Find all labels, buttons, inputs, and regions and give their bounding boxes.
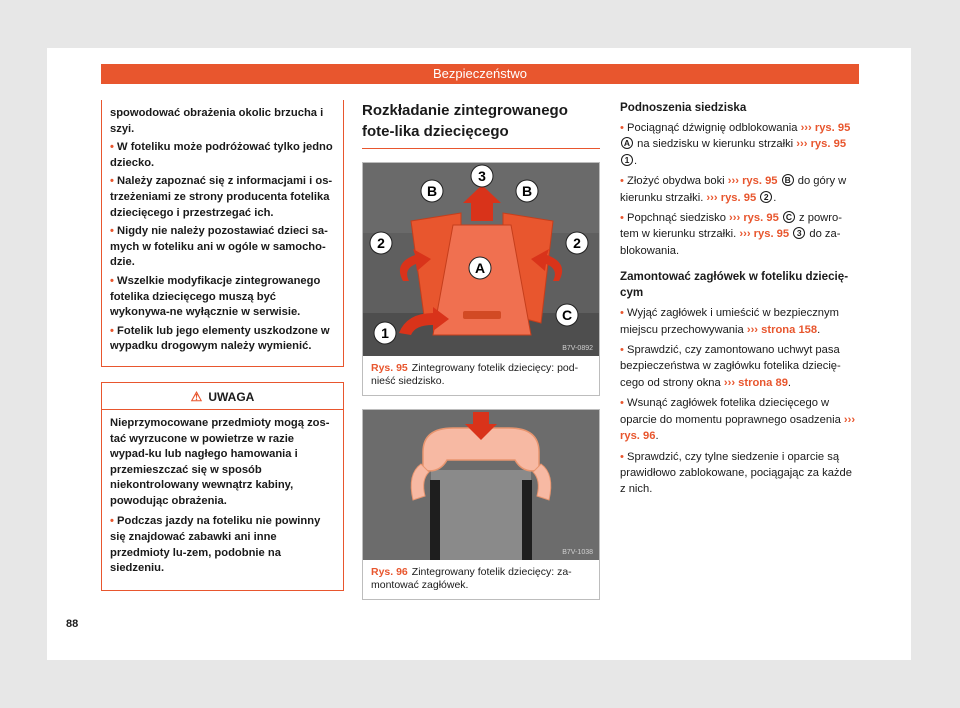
figure-link[interactable]: rys. 95 (810, 138, 847, 151)
headrest-illustration (363, 410, 599, 560)
figure-link[interactable]: rys. 95 (814, 122, 851, 134)
callout-icon: A (621, 137, 633, 149)
svg-text:B: B (521, 183, 533, 199)
figure-95-caption (363, 356, 599, 395)
figure-link[interactable]: rys. 95 (742, 175, 778, 188)
callout-icon: C (783, 211, 795, 223)
figure-code: B7V-0892 (562, 345, 593, 352)
figure-link[interactable]: rys. 95 (743, 212, 779, 225)
figure-95 (362, 162, 600, 396)
figure-95-image (363, 163, 599, 356)
list-item: • W foteliku może podróżować tylko jedno dziecko. (110, 140, 335, 171)
step-item: • Złożyć obydwa boki ››› rys. 95 B do góry w kierunku strzałki. ››› rys. 95 2 . (620, 173, 860, 206)
header-title: Bezpieczeństwo (101, 64, 859, 84)
left-column (101, 100, 344, 591)
step-item: • Wyjąć zagłówek i umieścić w bezpiecznym miejscu przechowywania ››› strona 158. (620, 305, 860, 338)
svg-text:2: 2 (377, 235, 385, 251)
figure-link[interactable]: rys. 96 (620, 430, 656, 443)
callout-icon: 1 (621, 154, 633, 166)
child-seat-illustration (363, 163, 599, 356)
page-link[interactable]: strona 158 (761, 323, 818, 336)
warning-continuation (101, 100, 344, 367)
step-item: • Sprawdzić, czy tylne siedzenie i oparcie są prawidłowo zablokowane, pociągając za każde z nich. (620, 449, 860, 498)
page-link[interactable]: strona 89 (738, 376, 788, 389)
caption-text: Zintegrowany fotelik dziecięcy: za-montować zagłówek. (371, 566, 572, 591)
continued-text: spowodować obrażenia okolic brzucha i szyi. (110, 107, 324, 135)
list-item: • Fotelik lub jego elementy uszkodzone w wypadku drogowym należy wymienić. (110, 324, 335, 355)
page-number: 88 (66, 618, 79, 630)
step-item: • Sprawdzić, czy zamontowano uchwyt pasa bezpieczeństwa w zagłówku fotelika dziecię-cego od strony okna ››› strona 89. (620, 342, 860, 391)
figure-96 (362, 409, 600, 600)
list-item: • Należy zapoznać się z informacjami i os-trzeżeniami ze strony producenta fotelika dziecięcego i przestrzegać ich. (110, 174, 335, 221)
step-item: • Popchnąć siedzisko ››› rys. 95 C z powro-tem w kierunku strzałki. ››› rys. 95 3 do za-blokowania. (620, 210, 860, 259)
step-item: • Pociągnąć dźwignię odblokowania ››› rys. 95 A na siedzisku w kierunku strzałki ››› rys. 95 1 . (620, 120, 860, 169)
uwaga-header (102, 383, 343, 410)
svg-text:B: B (426, 183, 438, 199)
uwaga-text: Nieprzymocowane przedmioty mogą zos-tać wyrzucone w powietrze w razie wypad-ku lub nagłego hamowania i przemieszczać się w sposób niekontrolowany wewnątrz kabiny, powodując obrażenia. (110, 416, 330, 507)
svg-text:C: C (561, 307, 573, 323)
svg-text:A: A (474, 260, 486, 276)
uwaga-box (101, 382, 344, 591)
right-column (620, 100, 860, 502)
heading-mount-headrest: Zamontować zagłówek w foteliku dziecię-cym (620, 270, 849, 300)
uwaga-title: UWAGA (208, 389, 255, 404)
callout-icon: 2 (760, 191, 772, 203)
figure-link[interactable]: rys. 95 (753, 228, 790, 241)
svg-text:1: 1 (381, 325, 389, 341)
figure-96-image (363, 410, 599, 560)
warning-triangle-icon: ⚠ (190, 388, 203, 404)
list-item: • Podczas jazdy na foteliku nie powinny się znajdować zabawki ani inne przedmioty lu-zem, podobnie na siedzeniu. (110, 514, 335, 576)
section-title: Rozkładanie zintegrowanego fote-lika dziecięcego (362, 100, 600, 149)
callout-icon: B (782, 174, 794, 186)
figure-ref: Rys. 96 (371, 566, 408, 578)
middle-column (362, 100, 600, 600)
step-item: • Wsunąć zagłówek fotelika dziecięcego w oparcie do momentu poprawnego osadzenia ››› rys. 96. (620, 395, 860, 444)
figure-link[interactable]: rys. 95 (720, 191, 757, 204)
figure-code: B7V-1038 (562, 549, 593, 556)
svg-text:3: 3 (478, 168, 486, 184)
heading-raise-seat: Podnoszenia siedziska (620, 101, 747, 114)
uwaga-body (102, 410, 343, 590)
list-item: • Nigdy nie należy pozostawiać dzieci sa-mych w foteliku ani w ogóle w samocho-dzie. (110, 224, 335, 271)
figure-ref: Rys. 95 (371, 362, 408, 374)
callout-icon: 3 (793, 227, 805, 239)
figure-96-caption (363, 560, 599, 599)
caption-text: Zintegrowany fotelik dziecięcy: pod-nieść siedzisko. (371, 362, 579, 387)
list-item: • Wszelkie modyfikacje zintegrowanego fotelika dziecięcego muszą być wykonywa-ne wyłącznie w serwisie. (110, 274, 335, 321)
svg-text:2: 2 (573, 235, 581, 251)
